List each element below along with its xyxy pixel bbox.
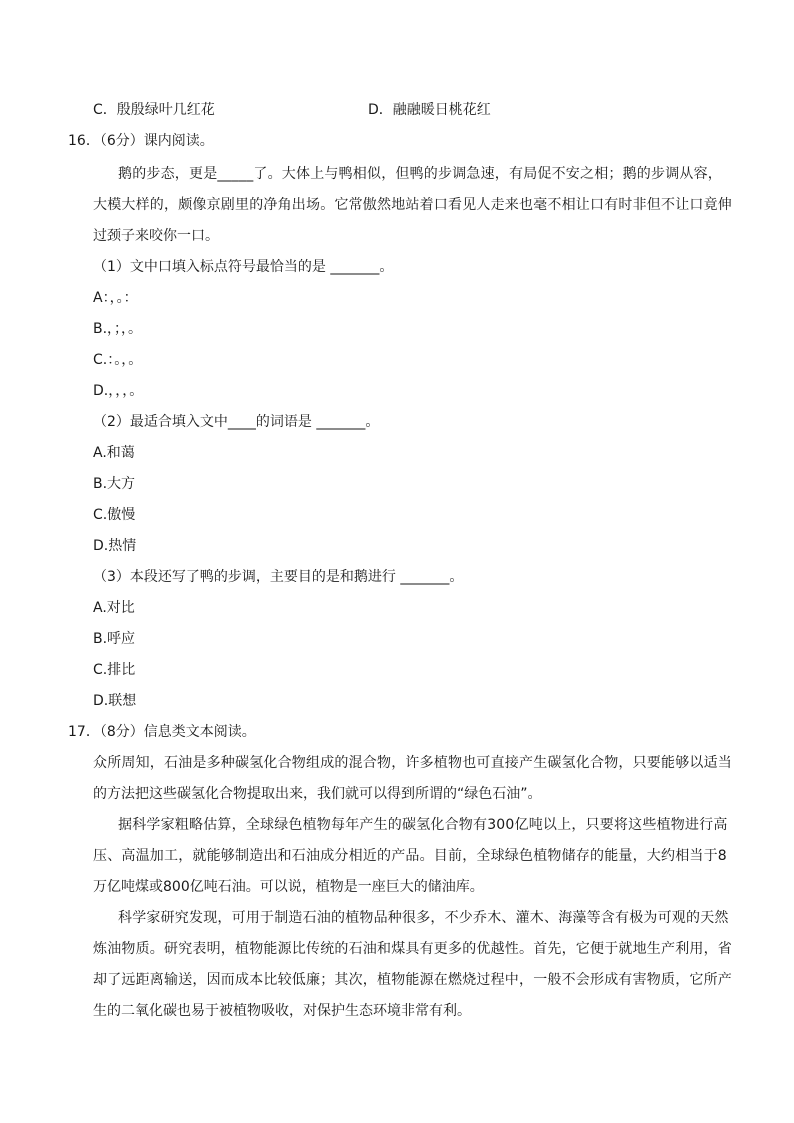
sub3-option-a: A.对比 — [93, 600, 135, 616]
sub3-option-d: D.联想 — [93, 693, 137, 709]
sub2-option-d: D.热情 — [93, 538, 137, 554]
q17-paragraph-line-7: 炼油物质。研究表明，植物能源比传统的石油和煤具有更多的优越性。首先，它便于就地生产利用，省 — [93, 941, 732, 957]
option-d: D．融融暖日桃花红 — [368, 102, 491, 118]
passage-line-1: 鹅的步态，更是_____了。大体上与鸭相似，但鸭的步调急速，有局促不安之相；鹅的步调从容， — [118, 166, 722, 182]
sub2-option-b: B.大方 — [93, 476, 136, 492]
sub2-option-c: C.傲慢 — [93, 507, 136, 523]
sub-question-1: （1）文中口填入标点符号最恰当的是 _______。 — [93, 259, 394, 275]
sub-question-3: （3）本段还写了鸭的步调，主要目的是和鹅进行 _______。 — [93, 569, 464, 585]
question-16-header: 16．（6分）课内阅读。 — [68, 133, 214, 149]
sub1-option-a: A：，。： — [93, 290, 138, 306]
passage-line-2: 大模大样的，颇像京剧里的净角出场。它常傲然地站着口看见人走来也毫不相让口有时非但不让口竟伸 — [93, 197, 732, 213]
q17-paragraph-line-5: 万亿吨煤或800亿吨石油。可以说，植物是一座巨大的储油库。 — [93, 879, 484, 895]
sub3-option-c: C.排比 — [93, 662, 136, 678]
q17-paragraph-line-8: 却了远距离输送，因而成本比较低廉；其次，植物能源在燃烧过程中，一般不会形成有害物质，它所产 — [93, 972, 732, 988]
sub1-option-b: B.，；，。 — [93, 321, 143, 337]
q17-paragraph-line-1: 众所周知，石油是多种碳氢化合物组成的混合物，许多植物也可直接产生碳氢化合物，只要能够以适当 — [93, 755, 732, 771]
sub2-option-a: A.和蔼 — [93, 445, 135, 461]
q17-paragraph-line-9: 生的二氧化碳也易于被植物吸收，对保护生态环境非常有利。 — [93, 1003, 471, 1019]
sub1-option-c: C.：。，。 — [93, 352, 143, 368]
sub1-option-d: D.，，，。 — [93, 383, 144, 399]
q17-paragraph-line-4: 压、高温加工，就能够制造出和石油成分相近的产品。目前，全球绿色植物储存的能量，大约相当于8 — [93, 848, 727, 864]
option-c: C．殷殷绿叶几红花 — [93, 102, 215, 118]
q17-paragraph-line-3: 据科学家粗略估算，全球绿色植物每年产生的碳氢化合物有300亿吨以上，只要将这些植物进行高 — [118, 817, 728, 833]
sub-question-2: （2）最适合填入文中____的词语是 _______。 — [93, 414, 380, 430]
question-17-header: 17．（8分）信息类文本阅读。 — [68, 724, 256, 740]
q17-paragraph-line-2: 的方法把这些碳氢化合物提取出来，我们就可以得到所谓的“绿色石油”。 — [93, 786, 542, 802]
q17-paragraph-line-6: 科学家研究发现，可用于制造石油的植物品种很多，不少乔木、灌木、海藻等含有极为可观的天然 — [118, 910, 729, 926]
sub3-option-b: B.呼应 — [93, 631, 136, 647]
passage-line-3: 过颈子来咬你一口。 — [93, 228, 219, 244]
